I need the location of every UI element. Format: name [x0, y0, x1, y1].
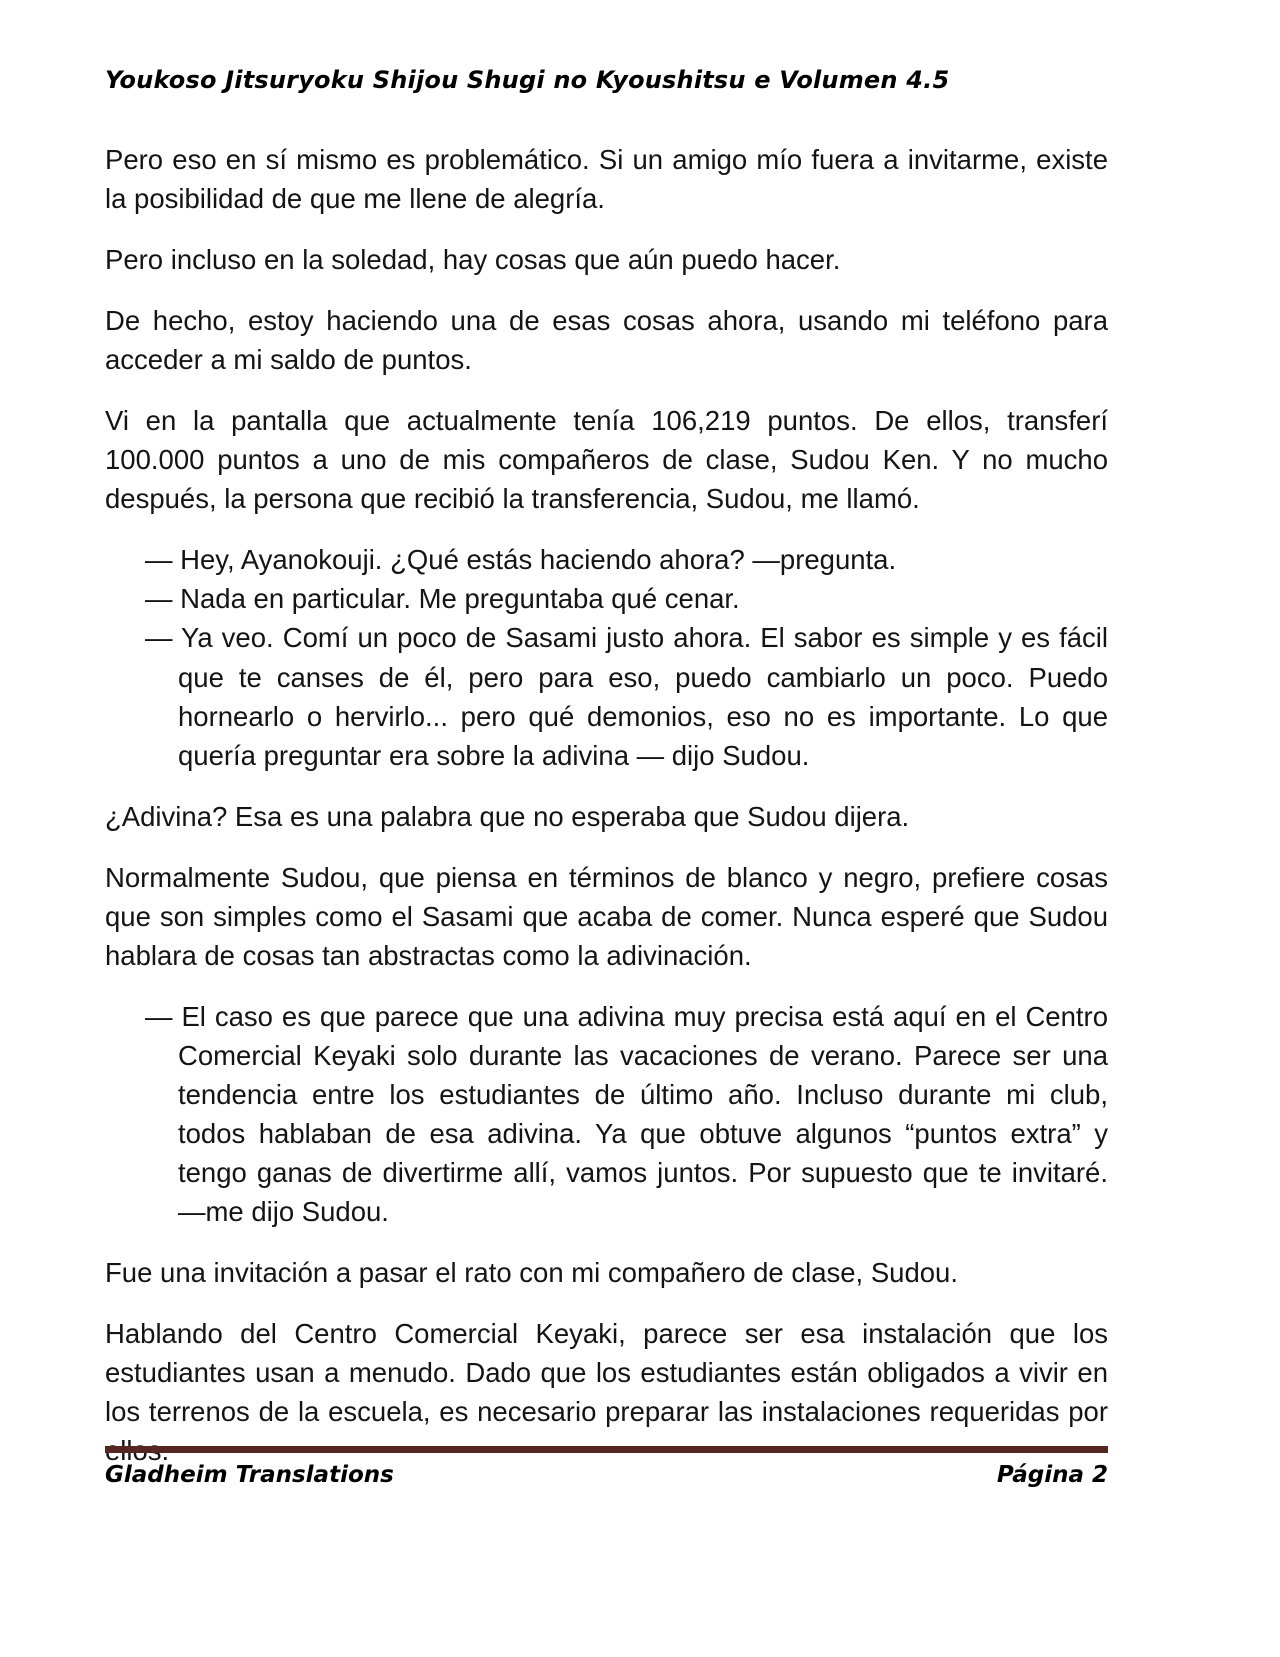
dialogue-line: — Nada en particular. Me preguntaba qué cenar.: [145, 583, 740, 615]
page-footer: [105, 1446, 1108, 1488]
dialogue-line: — Hey, Ayanokouji. ¿Qué estás haciendo ahora? —pregunta.: [145, 544, 897, 576]
dialogue-line: — Ya veo. Comí un poco de Sasami justo ahora. El sabor es simple y es fácil que te canses de él, pero para eso, puedo cambiarlo un poco. Puedo hornearlo o hervirlo... pero qué demonios, eso no es importante. Lo que quería preguntar era sobre la adivina — dijo Sudou.: [145, 622, 1108, 771]
page-body: [105, 140, 1108, 1470]
dialogue-line: — El caso es que parece que una adivina muy precisa está aquí en el Centro Comercial Keyaki solo durante las vacaciones de verano. Parece ser una tendencia entre los estudiantes de último año. Incluso durante mi club, todos hablaban de esa adivina. Ya que obtuve algunos “puntos extra” y tengo ganas de divertirme allí, vamos juntos. Por supuesto que te invitaré. —me dijo Sudou.: [145, 1000, 1108, 1228]
footer-rule: [105, 1446, 1108, 1453]
paragraph: Pero eso en sí mismo es problemático. Si un amigo mío fuera a invitarme, existe la posibilidad de que me llene de alegría.: [105, 144, 1108, 215]
paragraph: ¿Adivina? Esa es una palabra que no esperaba que Sudou dijera.: [105, 800, 910, 832]
footer-translator-credit: Gladheim Translations: [105, 1462, 394, 1488]
page-header: [105, 66, 1108, 94]
footer-row: [105, 1462, 1108, 1488]
footer-page-number: Página 2: [996, 1462, 1108, 1488]
dialogue-block: [105, 540, 1108, 774]
paragraph: Hablando del Centro Comercial Keyaki, parece ser esa instalación que los estudiantes usan a menudo. Dado que los estudiantes están obligados a vivir en los terrenos de la escuela, es necesario preparar las instalaciones requeridas por ellos.: [105, 1318, 1108, 1467]
paragraph: Fue una invitación a pasar el rato con mi compañero de clase, Sudou.: [105, 1257, 958, 1289]
paragraph: Normalmente Sudou, que piensa en términos de blanco y negro, prefiere cosas que son simples como el Sasami que acaba de comer. Nunca esperé que Sudou hablara de cosas tan abstractas como la adivinación.: [105, 861, 1108, 971]
header-title: Youkoso Jitsuryoku Shijou Shugi no Kyoushitsu e Volumen 4.5: [105, 66, 950, 94]
paragraph: De hecho, estoy haciendo una de esas cosas ahora, usando mi teléfono para acceder a mi saldo de puntos.: [105, 305, 1108, 376]
dialogue-block: [105, 997, 1108, 1231]
paragraph: Pero incluso en la soledad, hay cosas que aún puedo hacer.: [105, 244, 841, 276]
paragraph: Vi en la pantalla que actualmente tenía 106,219 puntos. De ellos, transferí 100.000 puntos a uno de mis compañeros de clase, Sudou Ken. Y no mucho después, la persona que recibió la transferencia, Sudou, me llamó.: [105, 405, 1108, 515]
